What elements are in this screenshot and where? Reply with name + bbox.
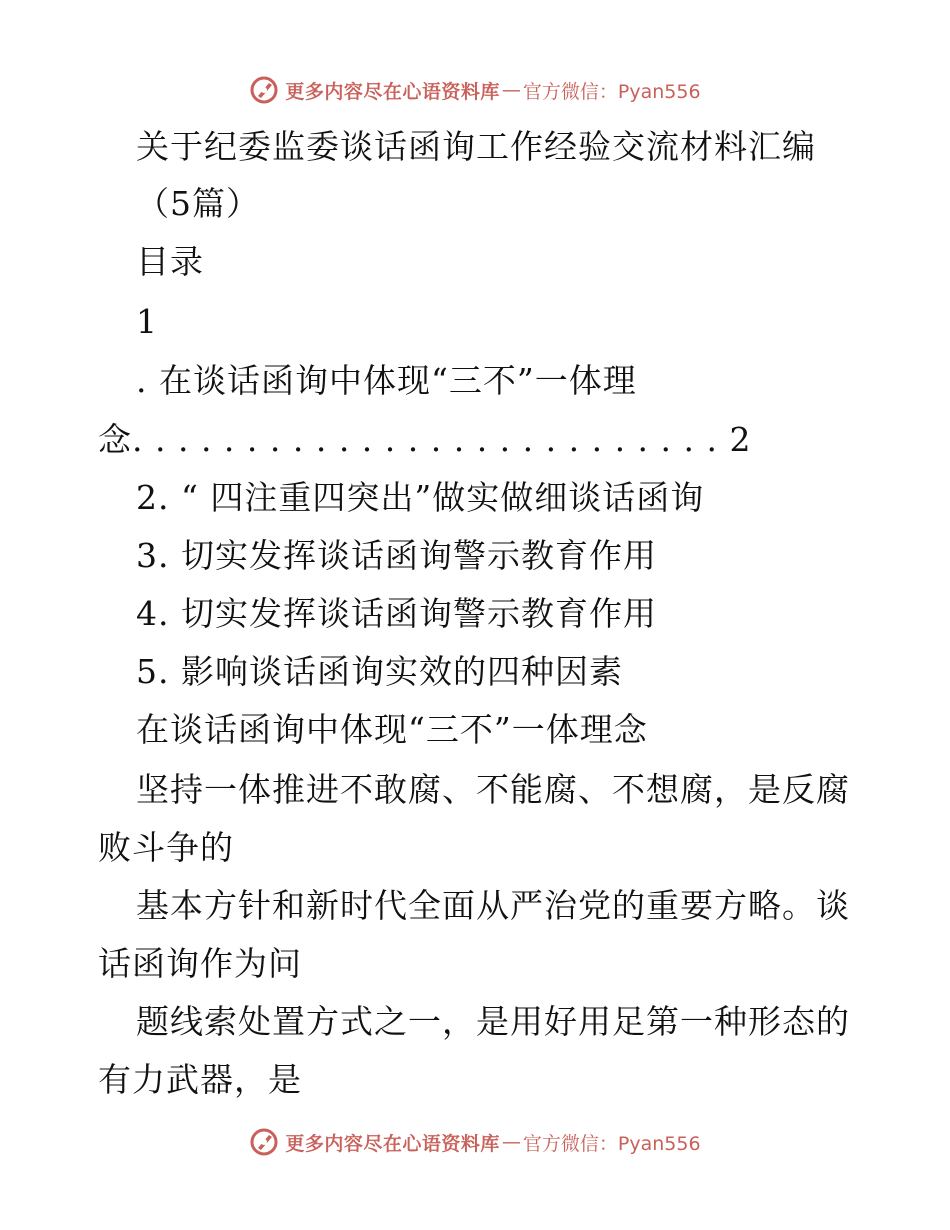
banner-wechat-text: 官方微信：Pyan556 <box>522 80 701 103</box>
document-title-line-1: 关于纪委监委谈话函询工作经验交流材料汇编 <box>136 127 816 166</box>
banner-wechat-text: 官方微信：Pyan556 <box>522 1132 701 1155</box>
paragraph-line-6: 有力武器，是 <box>98 1060 302 1099</box>
banner-dash: — <box>501 1131 521 1153</box>
toc-item-1-text-cont: 念. . . . . . . . . . . . . . . . . . . . . . . . . . 2 <box>98 420 752 459</box>
toc-item-2: 2. “ 四注重四突出”做实做细谈话函询 <box>136 478 705 517</box>
toc-item-1-number: 1 <box>136 302 158 341</box>
toc-item-3: 3. 切实发挥谈话函询警示教育作用 <box>136 536 657 575</box>
pen-circle-logo-icon <box>249 75 279 105</box>
paragraph-line-1: 坚持一体推进不敢腐、不能腐、不想腐，是反腐 <box>136 770 850 809</box>
pen-circle-logo-icon <box>249 1127 279 1157</box>
toc-heading: 目录 <box>136 242 204 281</box>
banner-site-text: 更多内容尽在心语资料库 <box>285 1132 500 1155</box>
footer-banner <box>0 1122 950 1162</box>
toc-item-1-text: . 在谈话函询中体现“三不”一体理 <box>136 361 637 400</box>
header-banner <box>0 70 950 110</box>
paragraph-line-4: 话函询作为问 <box>98 944 302 983</box>
toc-item-5: 5. 影响谈话函询实效的四种因素 <box>136 652 623 691</box>
banner-site-text: 更多内容尽在心语资料库 <box>285 80 500 103</box>
paragraph-line-5: 题线索处置方式之一，是用好用足第一种形态的 <box>136 1002 850 1041</box>
paragraph-line-3: 基本方针和新时代全面从严治党的重要方略。谈 <box>136 886 850 925</box>
section-heading: 在谈话函询中体现“三不”一体理念 <box>136 710 648 749</box>
document-title-line-2: （5篇） <box>136 184 260 223</box>
banner-dash: — <box>501 79 521 101</box>
toc-item-4: 4. 切实发挥谈话函询警示教育作用 <box>136 594 657 633</box>
paragraph-line-2: 败斗争的 <box>98 828 234 867</box>
